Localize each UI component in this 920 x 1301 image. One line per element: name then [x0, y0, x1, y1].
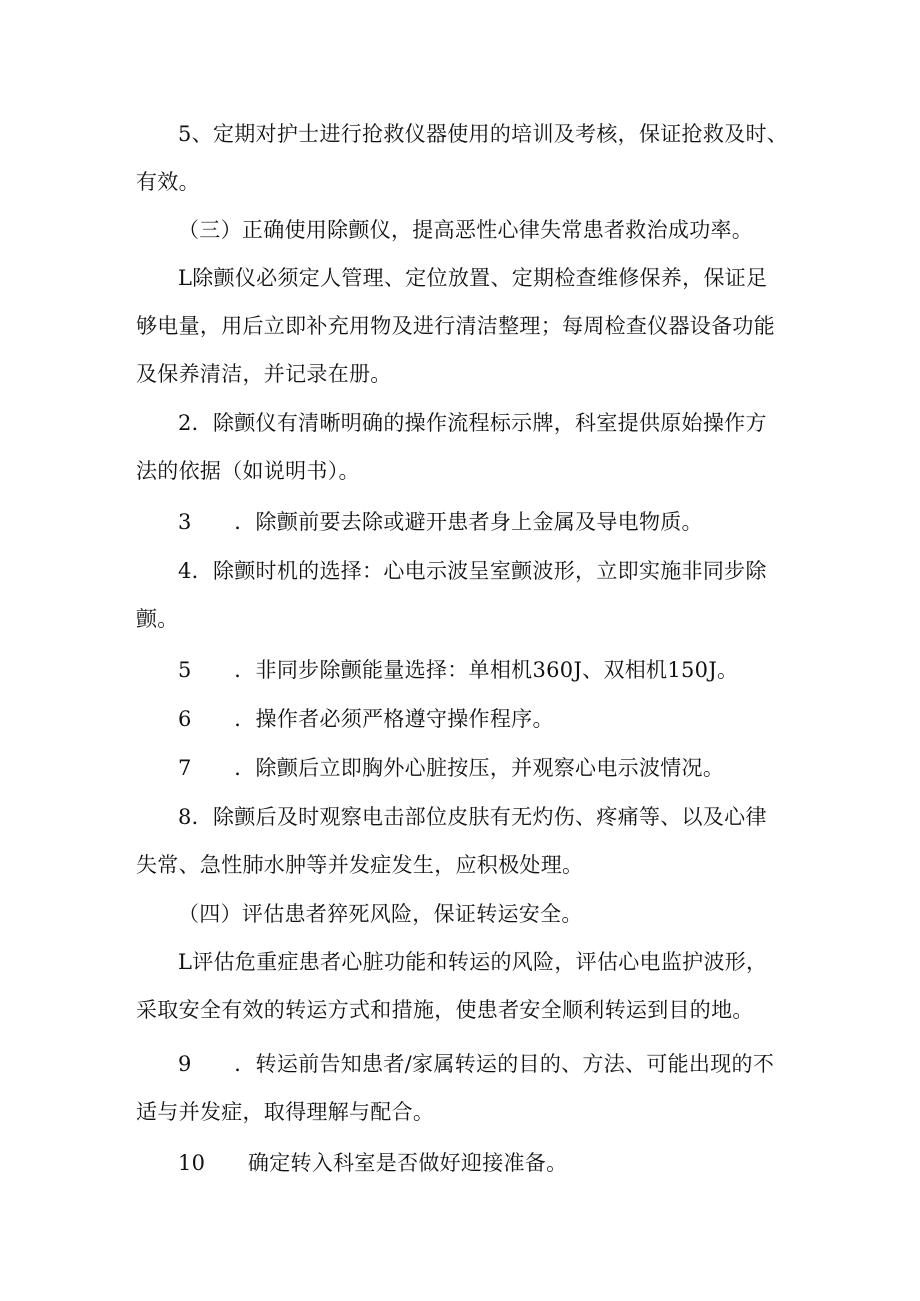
text-line-20: 9 ．转运前告知患者/家属转运的目的、方法、可能出现的不: [178, 1052, 775, 1076]
text-line-13: 6 ．操作者必须严格遵守操作程序。: [178, 707, 554, 731]
text-line-6: 及保养清洁，并记录在册。: [136, 362, 392, 386]
section-heading-3: （三）正确使用除颤仪，提高恶性心律失常患者救治成功率。: [178, 218, 754, 242]
text-line-19: 采取安全有效的转运方式和措施，使患者安全顺利转运到目的地。: [136, 998, 754, 1022]
text-line-10: 4．除颤时机的选择：心电示波呈室颤波形，立即实施非同步除: [178, 559, 767, 583]
text-line-18: L评估危重症患者心脏功能和转运的风险，评估心电监护波形，: [178, 950, 768, 974]
text-line-22: 10 确定转入科室是否做好迎接准备。: [178, 1151, 568, 1175]
text-line-12: 5 ．非同步除颤能量选择：单相机360J、双相机150J。: [178, 658, 739, 682]
text-line-16: 失常、急性肺水肿等并发症发生，应积极处理。: [136, 853, 584, 877]
text-line-5: 够电量，用后立即补充用物及进行清洁整理；每周检查仪器设备功能: [136, 314, 775, 338]
text-line-1: 5、定期对护士进行抢救仪器使用的培训及考核，保证抢救及时、: [178, 122, 789, 146]
text-line-14: 7 ．除颤后立即胸外心脏按压，并观察心电示波情况。: [178, 756, 725, 780]
text-line-11: 颤。: [136, 607, 179, 631]
section-heading-17: （四）评估患者猝死风险，保证转运安全。: [178, 902, 583, 926]
text-line-8: 法的依据（如说明书）。: [136, 459, 360, 483]
text-line-21: 适与并发症，取得理解与配合。: [136, 1100, 435, 1124]
text-line-4: L除颤仪必须定人管理、定位放置、定期检查维修保养，保证足: [178, 266, 768, 290]
text-line-9: 3 ．除颤前要去除或避开患者身上金属及导电物质。: [178, 510, 703, 534]
text-line-15: 8．除颤后及时观察电击部位皮肤有无灼伤、疼痛等、以及心律: [178, 805, 767, 829]
text-line-7: 2．除颤仪有清晰明确的操作流程标示牌，科室提供原始操作方: [178, 411, 767, 435]
text-line-2: 有效。: [136, 170, 200, 194]
